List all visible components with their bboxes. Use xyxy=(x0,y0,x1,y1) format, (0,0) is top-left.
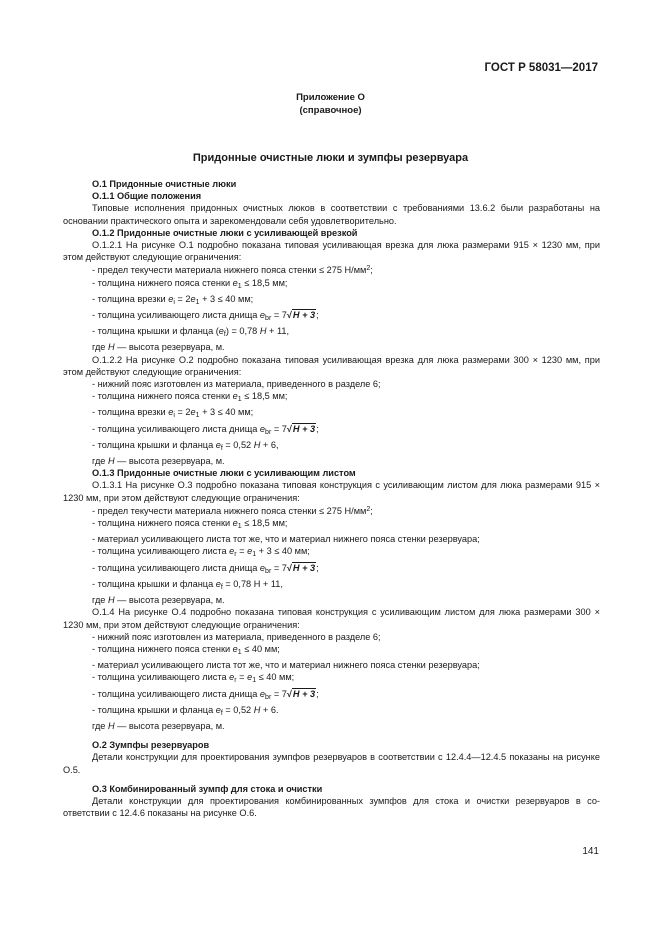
section-heading-o2: О.2 Зумпфы резервуаров xyxy=(92,740,210,751)
paragraph-o3: Детали конструкции для проектирования комбинированных зумпфов для стока и очистки резервуаров в со-ответствии с 12.4.6 показаны на рисунке О.6. xyxy=(63,795,600,819)
list-item: где H — высота резервуара, м. xyxy=(92,720,225,731)
sqrt-argument: H + 3 xyxy=(292,310,316,321)
section-heading-o12: О.1.2 Придонные очистные люки с усиливающей врезкой xyxy=(92,227,358,238)
list-item: - толщина врезки $e_i = 2e_1 + 3 \le 40$ мм; xyxy=(92,293,254,306)
list-item: где H — высота резервуара, м. xyxy=(92,342,225,353)
sqrt-argument: H + 3 xyxy=(292,423,316,434)
list-item: - толщина нижнего пояса стенки $e_1 \le 40$ мм; xyxy=(92,643,280,656)
paragraph-o14: О.1.4 На рисунке О.4 подробно показана типовая конструкция с усиливающим листом для люка размерами 300 × 1230 мм, при этом действуют следующие ограничения: xyxy=(63,607,600,630)
list-item: - нижний пояс изготовлен из материала, приведенного в разделе 6; xyxy=(92,379,381,390)
list-item: - толщина нижнего пояса стенки $e_1 \le 18,5$ мм; xyxy=(92,391,288,404)
paragraph-o2: Детали конструкции для проектирования зумпфов резервуаров в соответствии с 12.4.4—12.4.5 показаны на рисунке О.5. xyxy=(63,752,600,775)
list-item: - толщина усиливающего листа днища $e_{br} = 7√H + 3$; xyxy=(92,310,319,323)
list-item: - толщина усиливающего листа днища $e_{br} = 7√H + 3$; xyxy=(92,562,319,575)
list-item: - предел текучести материала нижнего пояса стенки ≤ 275 $Н/мм^2$; xyxy=(92,505,373,516)
list-item: - толщина врезки $e_i = 2e_1 + 3 \le 40$ мм; xyxy=(92,407,254,420)
list-item: - толщина крышки и фланца $e_f = 0,52$ H + 6, xyxy=(92,439,279,452)
list-item: - толщина усиливающего листа днища $e_{br} = 7√H + 3$; xyxy=(92,423,319,436)
paragraph-o131: О.1.3.1 На рисунке О.3 подробно показана типовая конструкция с усиливающим листом для люка размерами 915 × 1230 мм, при этом действуют следующие ограничения: xyxy=(63,480,600,503)
section-heading-o11: О.1.1 Общие положения xyxy=(92,191,202,202)
list-item: где H — высота резервуара, м. xyxy=(92,456,225,467)
list-item: - толщина усиливающего листа $e_r = e_1 + 3 \le 40$ мм; xyxy=(92,546,310,559)
list-item: - толщина усиливающего листа $e_r = e_1 \le 40$ мм; xyxy=(92,672,295,685)
section-heading-o13: О.1.3 Придонные очистные люки с усиливающим листом xyxy=(92,468,356,479)
annex-heading xyxy=(0,92,661,117)
standard-number: ГОСТ Р 58031—2017 xyxy=(484,62,598,74)
paragraph-o122: О.1.2.2 На рисунке О.2 подробно показана типовая усиливающая врезка для люка размерами 300 × 1230 мм, при этом действуют следующие ограничения: xyxy=(63,354,600,377)
list-item: - предел текучести материала нижнего пояса стенки ≤ 275 $Н/мм^2$; xyxy=(92,265,373,276)
paragraph-o11: Типовые исполнения придонных очистных люков в соответствии с требованиями 13.6.2 были разработаны на основании практического опыта и зарекомендовали себя удовлетворительно. xyxy=(63,203,600,226)
paragraph-o121: О.1.2.1 На рисунке О.1 подробно показана типовая усиливающая врезка для люка размерами 915 × 1230 мм, при этом действуют следующие ограничения: xyxy=(63,240,600,263)
annex-title: Придонные очистные люки и зумпфы резервуара xyxy=(192,152,469,164)
list-item: - нижний пояс изготовлен из материала, приведенного в разделе 6; xyxy=(92,631,381,642)
page-number: 141 xyxy=(582,846,599,857)
section-heading-o3: О.3 Комбинированный зумпф для стока и очистки xyxy=(92,783,323,794)
document-body xyxy=(63,178,600,819)
list-item: - толщина крышки и фланца $e_f = 0,52$ H + 6. xyxy=(92,704,279,717)
sqrt-argument: H + 3 xyxy=(292,562,316,573)
list-item: - толщина нижнего пояса стенки $e_1 \le 18,5$ мм; xyxy=(92,277,288,290)
list-item: - материал усиливающего листа тот же, что и материал нижнего пояса стенки резервуара; xyxy=(92,534,480,545)
annex-label: Приложение О xyxy=(296,92,365,103)
list-item: - толщина крышки и фланца $(e_f) = 0,78$ H + 11, xyxy=(92,326,290,339)
list-item: - толщина нижнего пояса стенки $e_1 \le 18,5$ мм; xyxy=(92,518,288,531)
sqrt-argument: H + 3 xyxy=(292,688,316,699)
section-heading-o1: О.1 Придонные очистные люки xyxy=(92,179,237,189)
list-item: где H — высота резервуара, м. xyxy=(92,595,225,606)
list-item: - материал усиливающего листа тот же, что и материал нижнего пояса стенки резервуара; xyxy=(92,660,480,671)
list-item: - толщина усиливающего листа днища $e_{br} = 7√H + 3$; xyxy=(92,688,319,701)
list-item: - толщина крышки и фланца $e_f = 0,78$ H + 11, xyxy=(92,578,283,591)
annex-type: (справочное) xyxy=(299,104,362,116)
